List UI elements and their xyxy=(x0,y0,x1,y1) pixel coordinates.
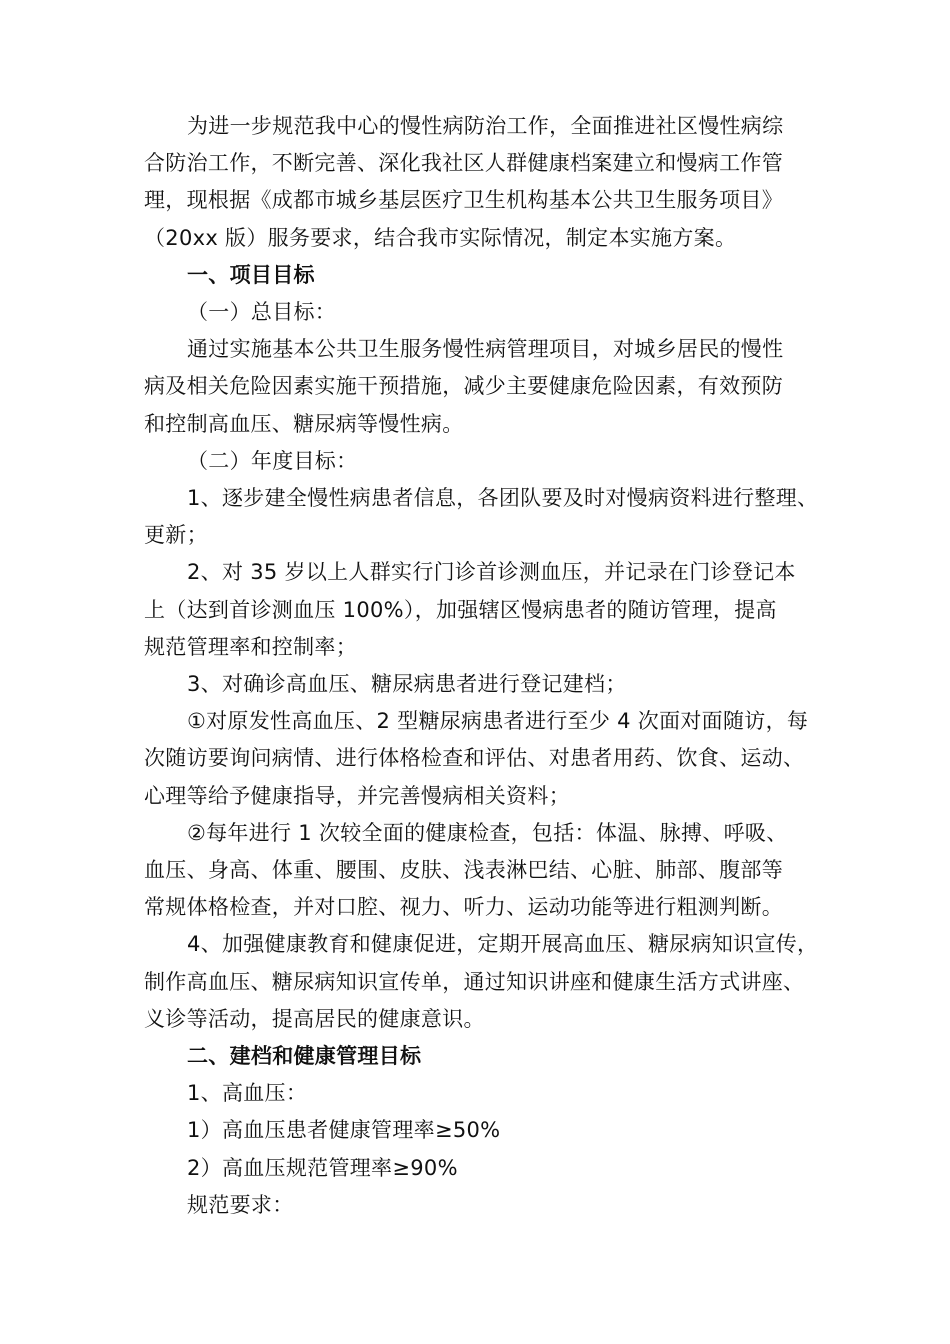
paragraph-line: 心理等给予健康指导，并完善慢病相关资料； xyxy=(144,783,570,808)
paragraph-line: 次随访要询问病情、进行体格检查和评估、对患者用药、饮食、运动、 xyxy=(144,746,805,771)
intro-paragraph xyxy=(144,108,820,257)
overall-goal-paragraph xyxy=(144,331,820,443)
intro-line: 理，现根据《成都市城乡基层医疗卫生机构基本公共卫生服务项目》 xyxy=(144,188,783,213)
paragraph-line: 4、加强健康教育和健康促进，定期开展高血压、糖尿病知识宣传， xyxy=(187,932,819,957)
list-item-3: 3、对确诊高血压、糖尿病患者进行登记建档； xyxy=(187,672,627,697)
section-heading-archive-goals: 二、建档和健康管理目标 xyxy=(187,1044,422,1069)
paragraph-line: 病及相关危险因素实施干预措施，减少主要健康危险因素，有效预防 xyxy=(144,374,783,399)
paragraph-line: ①对原发性高血压、2 型糖尿病患者进行至少 4 次面对面随访，每 xyxy=(187,709,809,734)
subheading-annual-goal: （二）年度目标： xyxy=(187,448,358,473)
list-item-3b xyxy=(144,815,820,927)
paragraph-line: 2、对 35 岁以上人群实行门诊首诊测血压，并记录在门诊登记本 xyxy=(187,560,796,585)
intro-line: 合防治工作，不断完善、深化我社区人群健康档案建立和慢病工作管 xyxy=(144,151,783,176)
document-body xyxy=(144,108,820,1224)
list-item-3a xyxy=(144,703,820,815)
paragraph-line: 血压、身高、体重、腰围、皮肤、浅表淋巴结、心脏、肺部、腹部等 xyxy=(144,858,783,883)
subheading-overall-goal: （一）总目标： xyxy=(187,300,337,325)
paragraph-line: 和控制高血压、糖尿病等慢性病。 xyxy=(144,411,464,436)
intro-line: （20xx 版）服务要求，结合我市实际情况，制定本实施方案。 xyxy=(144,225,737,250)
hypertension-target-2: 2）高血压规范管理率≥90% xyxy=(187,1155,458,1180)
section-heading-project-goals: 一、项目目标 xyxy=(187,262,315,287)
paragraph-line: 通过实施基本公共卫生服务慢性病管理项目，对城乡居民的慢性 xyxy=(187,337,784,362)
paragraph-line: 1、逐步建全慢性病患者信息，各团队要及时对慢病资料进行整理、 xyxy=(187,486,819,511)
paragraph-line: 义诊等活动，提高居民的健康意识。 xyxy=(144,1006,485,1031)
paragraph-line: 制作高血压、糖尿病知识宣传单，通过知识讲座和健康生活方式讲座、 xyxy=(144,969,805,994)
paragraph-line: ②每年进行 1 次较全面的健康检查，包括：体温、脉搏、呼吸、 xyxy=(187,820,788,845)
paragraph-line: 更新； xyxy=(144,523,208,548)
list-item-1 xyxy=(144,480,820,554)
paragraph-line: 规范管理率和控制率； xyxy=(144,634,357,659)
list-item-4 xyxy=(144,926,820,1038)
subheading-requirements: 规范要求： xyxy=(187,1192,294,1217)
paragraph-line: 常规体格检查，并对口腔、视力、听力、运动功能等进行粗测判断。 xyxy=(144,895,783,920)
paragraph-line: 上（达到首诊测血压 100%），加强辖区慢病患者的随访管理，提高 xyxy=(144,597,777,622)
subheading-hypertension: 1、高血压： xyxy=(187,1081,308,1106)
hypertension-target-1: 1）高血压患者健康管理率≥50% xyxy=(187,1118,501,1143)
intro-line: 为进一步规范我中心的慢性病防治工作，全面推进社区慢性病综 xyxy=(187,114,784,138)
list-item-2 xyxy=(144,554,820,666)
